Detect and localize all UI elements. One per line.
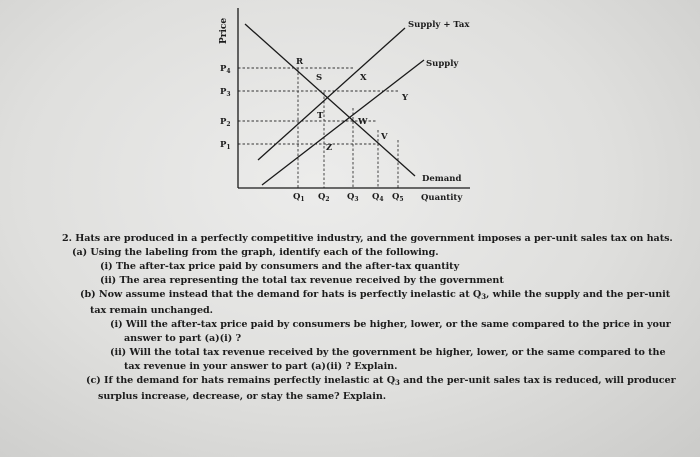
axes <box>238 8 470 188</box>
quantity-label-q3: $Q_3$ <box>347 192 359 203</box>
dashed-guides <box>238 68 398 188</box>
point-t: T <box>317 111 324 121</box>
part-b-line2: tax remain unchanged. <box>90 305 213 316</box>
point-y: Y <box>402 93 409 103</box>
part-a: (a) Using the labeling from the graph, identify each of the following. <box>72 247 439 258</box>
axis-y-label: Price <box>219 17 229 44</box>
price-label-p3: $P_3$ <box>220 87 231 98</box>
part-c-line1: (c) If the demand for hats remains perfectly inelastic at $Q_3$ and the per-unit sales tax is reduced, will producer <box>86 375 676 387</box>
supply-demand-graph <box>0 0 700 215</box>
part-a-ii: (ii) The area representing the total tax revenue received by the government <box>100 275 504 286</box>
quantity-label-q4: $Q_4$ <box>372 192 384 203</box>
point-z: Z <box>326 143 333 153</box>
part-b-ii-line2: tax revenue in your answer to part (a)(ii) ? Explain. <box>124 361 398 372</box>
question-intro: 2. Hats are produced in a perfectly competitive industry, and the government imposes a per-unit sales tax on hats. <box>62 233 673 244</box>
point-s: S <box>316 73 323 83</box>
part-a-i: (i) The after-tax price paid by consumers and the after-tax quantity <box>100 261 460 272</box>
quantity-label-q5: $Q_5$ <box>392 192 404 203</box>
quantity-label-q1: $Q_1$ <box>293 192 305 203</box>
demand-curve <box>245 24 415 176</box>
part-b-i-line2: answer to part (a)(i) ? <box>124 333 242 344</box>
part-b-line1: (b) Now assume instead that the demand for hats is perfectly inelastic at $Q_3$, while the supply and the per-unit <box>80 289 671 301</box>
point-v: V <box>381 132 388 142</box>
price-label-p2: $P_2$ <box>220 117 231 128</box>
supply-tax-label: Supply + Tax <box>408 20 470 30</box>
quantity-label-q2: $Q_2$ <box>318 192 330 203</box>
supply-label: Supply <box>426 59 459 69</box>
point-w: W <box>358 117 368 127</box>
part-b-i-line1: (i) Will the after-tax price paid by consumers be higher, lower, or the same compared to the price in your <box>110 319 671 330</box>
point-x: X <box>360 73 367 83</box>
part-b-ii-line1: (ii) Will the total tax revenue received by the government be higher, lower, or the same compared to the <box>110 347 666 358</box>
axis-x-label: Quantity <box>421 193 463 203</box>
price-label-p1: $P_1$ <box>220 140 231 151</box>
point-r: R <box>296 57 304 67</box>
supply-curve <box>262 60 424 185</box>
price-label-p4: $P_4$ <box>220 64 231 75</box>
question-text <box>62 232 698 404</box>
part-c-line2: surplus increase, decrease, or stay the same? Explain. <box>98 391 387 402</box>
demand-label: Demand <box>422 174 462 184</box>
